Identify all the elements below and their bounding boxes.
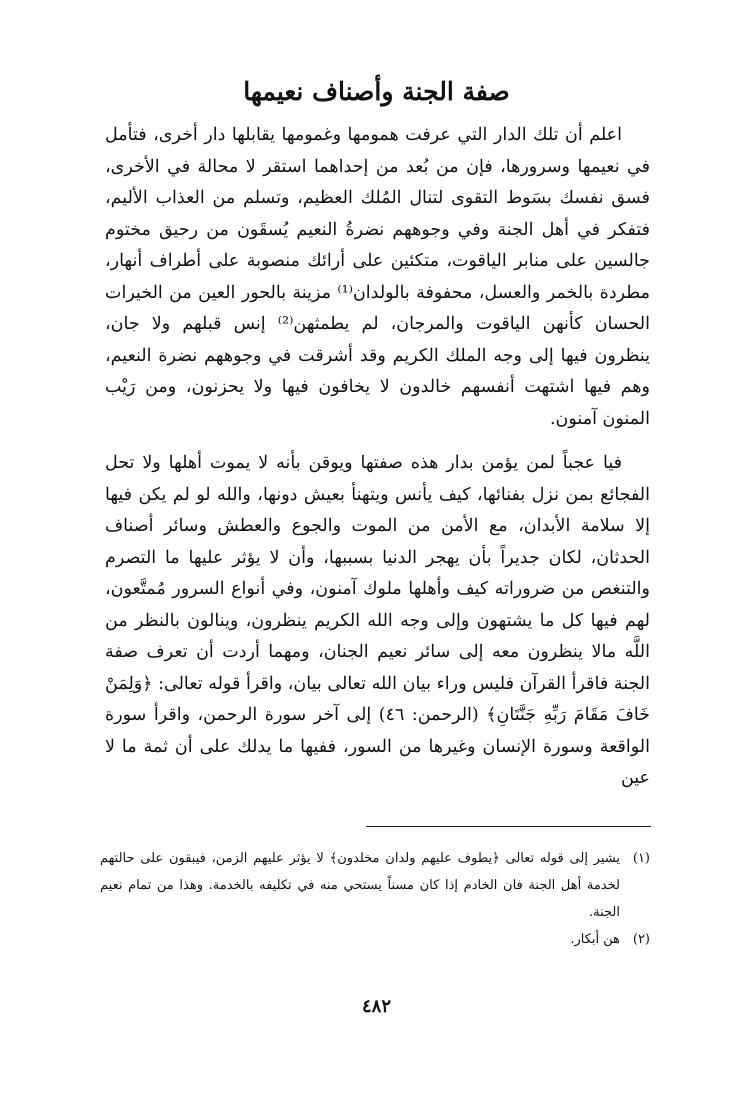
footnote-text: هن أبكار.	[570, 932, 620, 947]
footnote-divider	[366, 826, 651, 827]
paragraph: فيا عجباً لمن يؤمن بدار هذه صفتها ويوقن بأنه لا يموت أهلها ولا تحل الفجائع بمن نزل بفنائها، كيف يأنس ويتهنأ بعيش دونها، والله لو لم يكن فيها إلا سلامة الأبدان، مع الأمن من الموت والجوع والعطش وسائر أصناف الحدثان، لكان جديراً بأن يهجر الدنيا بسببها، وأن لا يؤثر عليها ما التصرم والتنغص من ضروراته كيف وأهلها ملوك آمنون، وفي أنواع السرور مُمتَّعون، لهم فيها كل ما يشتهون وإلى وجه الله الكريم ينظرون، وينالون بالنظر من اللَّه مالا ينظرون معه إلى سائر نعيم الجنان، ومهما أردت أن تعرف صفة الجنة فاقرأ القرآن فليس وراء بيان الله تعالى بيان، واقرأ قوله تعالى: ﴿وَلِمَنْ خَافَ مَقَامَ رَبِّهِ جَنَّتَانِ﴾ (الرحمن: ٤٦) إلى آخر سورة الرحمن، واقرأ سورة الواقعة وسورة الإنسان وغيرها من السور، ففيها ما يدلك على أن ثمة ما لا عين	[105, 453, 650, 788]
footnote-number: (٢)	[632, 932, 650, 947]
footnote-text: يشير إلى قوله تعالى ﴿يطوف عليهم ولدان مخلدون﴾ لا يؤثر عليهم الزمن، فيبقون على حالتهم لخدمة أهل الجنة فان الخادم إذا كان مسناً يستحي منه في تكليفه بالخدمة. وهذا من تمام نعيم الجنة.	[100, 851, 620, 920]
footnote	[100, 926, 650, 953]
paragraph: اعلم أن تلك الدار التي عرفت همومها وغمومها يقابلها دار أخرى، فتأمل في نعيمها وسرورها، فإن من بُعد من إحداهما استقر لا محالة في الأخرى، فسق نفسك بسَوط التقوى لتنال المُلك العظيم، وتسلم من العذاب الأليم، فتفكر في أهل الجنة وفي وجوههم نضرةُ النعيم يُسقَون من رحيق مختوم جالسين على منابر الياقوت، متكئين على أرائك منصوبة على أطراف أنهار، مطردة بالخمر والعسل، محفوفة بالولدان⁽¹⁾ مزينة بالحور العين من الخيرات الحسان كأنهن الياقوت والمرجان، لم يطمثهن⁽²⁾ إنس قبلهم ولا جان، ينظرون فيها إلى وجه الملك الكريم وقد أشرقت في وجوههم نضرة النعيم، وهم فيها اشتهت أنفسهم خالدون لا يخافون فيها ولا يحزنون، ومن رَيْب المنون آمنون.	[105, 125, 650, 429]
page-title: صفة الجنة وأصناف نعيمها	[243, 77, 510, 106]
footnotes	[100, 845, 650, 953]
page-number: ٤٨٢	[361, 996, 391, 1017]
footnote	[100, 845, 650, 926]
main-text	[105, 120, 650, 795]
footnote-number: (١)	[632, 851, 650, 866]
